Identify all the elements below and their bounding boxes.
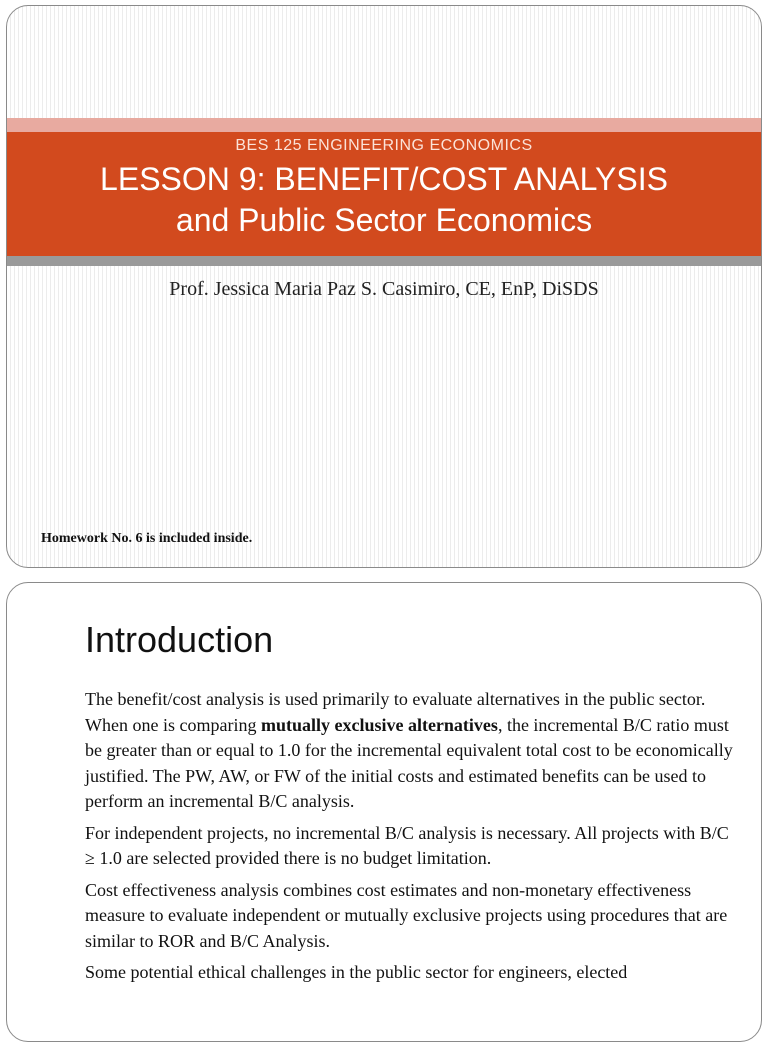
introduction-slide — [6, 582, 762, 1042]
lesson-title-line-1: LESSON 9: BENEFIT/COST ANALYSIS — [100, 161, 668, 197]
title-slide — [6, 5, 762, 568]
title-top-stripe — [7, 118, 761, 132]
title-bottom-stripe — [7, 256, 761, 266]
emphasis-text: mutually exclusive alternatives — [260, 714, 498, 735]
title-band — [7, 132, 761, 256]
slide-body — [85, 687, 735, 992]
slide-heading: Introduction — [85, 619, 274, 660]
course-code: BES 125 ENGINEERING ECONOMICS — [235, 137, 533, 154]
lesson-title — [7, 159, 761, 241]
paragraph-independent-projects: For independent projects, no incremental B/C analysis is necessary. All projects with B/C ≥ 1.0 are selected provided there is no budget limitation. — [85, 822, 729, 868]
paragraph-cost-effectiveness: Cost effectiveness analysis combines cost estimates and non-monetary effectiveness measure to evaluate independent or mutually exclusive projects using procedures that are similar to ROR and B/C Analysis. — [85, 879, 728, 951]
paragraph-ethical-challenges: Some potential ethical challenges in the public sector for engineers, elected — [85, 962, 628, 982]
homework-note: Homework No. 6 is included inside. — [41, 531, 253, 546]
author-name: Prof. Jessica Maria Paz S. Casimiro, CE, EnP, DiSDS — [169, 278, 599, 300]
paragraph-text: The benefit/cost analysis is used primarily to evaluate alternatives in the public sector. When one is comparing — [85, 689, 706, 735]
paragraph-text: , the incremental B/C ratio must be greater than or equal to 1.0 for the incremental equivalent total cost to be economically justified. The PW, AW, or FW of the initial costs and estimated benefits can be used to perform an incremental B/C analysis. — [85, 714, 733, 811]
lesson-title-line-2: and Public Sector Economics — [175, 202, 593, 238]
paragraph-benefit-cost — [85, 687, 735, 815]
